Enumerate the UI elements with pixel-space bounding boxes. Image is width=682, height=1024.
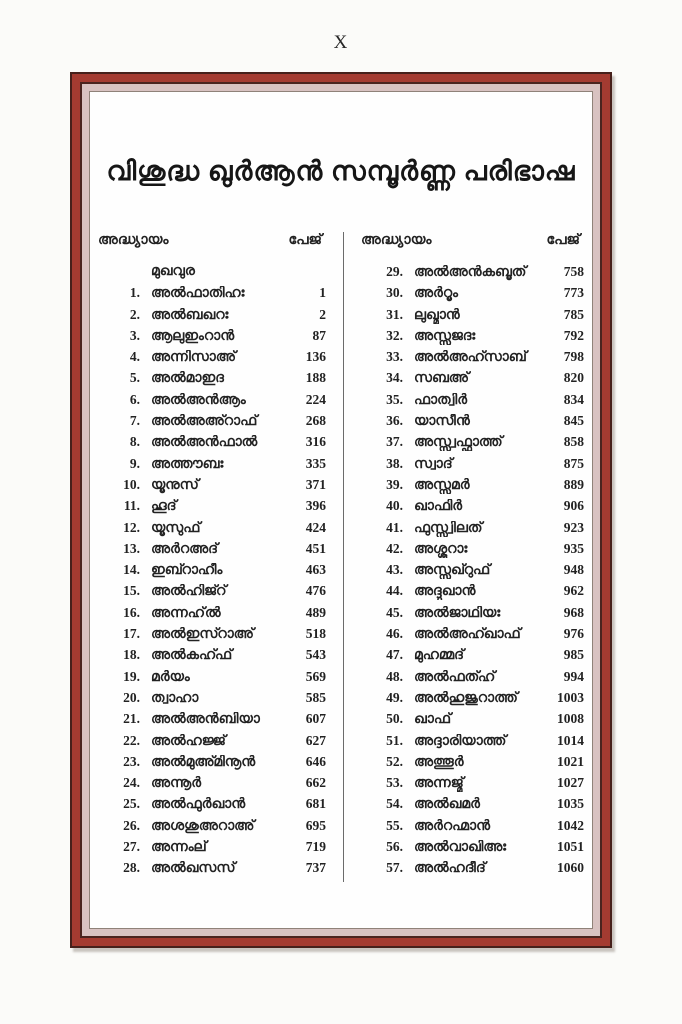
chapter-name: മുഹമ്മദ് xyxy=(414,648,465,664)
chapter-name: യാസീൻ xyxy=(414,414,470,430)
chapter-name: അൽഖമർ xyxy=(414,797,480,813)
page-number: 424 xyxy=(305,519,326,535)
page-content-area xyxy=(89,91,593,929)
chapter-name: യൂനുസ് xyxy=(151,477,199,493)
chapter-number: 51. xyxy=(386,732,403,748)
chapter-number: 48. xyxy=(386,668,403,684)
page-folio-number: X xyxy=(333,32,349,53)
chapter-number: 43. xyxy=(386,562,403,578)
toc-row xyxy=(361,754,584,775)
chapter-number: 3. xyxy=(129,327,140,343)
chapter-number: 17. xyxy=(123,626,140,642)
chapter-name: അൽഇസ്റാഅ് xyxy=(151,627,254,643)
chapter-number: 14. xyxy=(123,562,140,578)
toc-row xyxy=(98,775,326,796)
chapter-name: അന്നജ്മ് xyxy=(414,776,464,792)
chapter-name: അൽഫത്ഹ് xyxy=(414,669,496,685)
toc-row xyxy=(98,647,326,668)
toc-row xyxy=(361,775,584,796)
chapter-header-label: അദ്ധ്യായം xyxy=(361,232,432,248)
chapter-number: 1. xyxy=(129,285,140,301)
page-number: 1042 xyxy=(557,817,584,833)
chapter-name: ലുഖ്മാൻ xyxy=(414,307,460,323)
page-number: 820 xyxy=(563,370,584,386)
page-number: 962 xyxy=(563,583,584,599)
chapter-number: 26. xyxy=(123,817,140,833)
chapter-number: 46. xyxy=(386,626,403,642)
toc-column-left xyxy=(98,232,326,882)
toc-row xyxy=(98,796,326,817)
page-number: 518 xyxy=(305,626,326,642)
chapter-name: മുഖവുര xyxy=(151,264,195,279)
chapter-number: 53. xyxy=(386,775,403,791)
toc-column-right xyxy=(361,232,584,882)
chapter-number: 10. xyxy=(123,476,140,492)
page-number: 1027 xyxy=(557,775,584,791)
toc-row xyxy=(361,796,584,817)
toc-row xyxy=(98,754,326,775)
chapter-name: അൽഫുർഖാൻ xyxy=(151,797,246,813)
page-number: 543 xyxy=(305,647,326,663)
chapter-name: ഫാത്വിർ xyxy=(414,392,468,408)
chapter-name: അൽമാഇദ xyxy=(151,371,224,387)
page-number: 906 xyxy=(563,498,584,514)
toc-row xyxy=(361,349,584,370)
chapter-name: അസ്സുഖ്റുഫ് xyxy=(414,563,491,579)
page-number: 646 xyxy=(305,753,326,769)
toc-row xyxy=(98,370,326,391)
chapter-name: അൽവാഖിഅഃ xyxy=(414,840,507,856)
page-number: 985 xyxy=(563,647,584,663)
page-number: 792 xyxy=(563,327,584,343)
chapter-number: 44. xyxy=(386,583,403,599)
page-number: 1003 xyxy=(557,689,584,705)
page-number: 396 xyxy=(305,498,326,514)
book-title: വിശുദ്ധ ഖുർആൻ സമ്പൂർണ്ണ പരിഭാഷ xyxy=(106,156,576,186)
chapter-number: 5. xyxy=(129,370,140,386)
chapter-name: മർയം xyxy=(151,669,190,685)
chapter-number: 23. xyxy=(123,753,140,769)
page-number: 758 xyxy=(563,264,584,279)
toc-row xyxy=(361,626,584,647)
toc-row xyxy=(98,605,326,626)
chapter-number: 12. xyxy=(123,519,140,535)
frame-dark-line xyxy=(80,82,602,938)
chapter-name: സ്വാദ് xyxy=(414,456,453,472)
chapter-name: അൽഅൻആം xyxy=(151,392,246,408)
toc-row xyxy=(361,562,584,583)
toc-row xyxy=(361,498,584,519)
toc-row xyxy=(98,413,326,434)
page-number: 87 xyxy=(312,327,326,343)
chapter-number: 57. xyxy=(386,860,403,876)
chapter-number: 35. xyxy=(386,391,403,407)
toc-row xyxy=(98,690,326,711)
page-number: 719 xyxy=(305,839,326,855)
chapter-name: അൽബഖറഃ xyxy=(151,307,229,323)
chapter-number: 34. xyxy=(386,370,403,386)
page-number: 737 xyxy=(305,860,326,876)
toc-row xyxy=(361,392,584,413)
chapter-name: അൽഅഹ്സാബ് xyxy=(414,350,527,366)
chapter-number: 22. xyxy=(123,732,140,748)
page-number: 695 xyxy=(305,817,326,833)
chapter-number: 8. xyxy=(129,434,140,450)
toc-row xyxy=(361,328,584,349)
frame-pink-band xyxy=(82,84,600,936)
page-number: 994 xyxy=(563,668,584,684)
chapter-number: 42. xyxy=(386,540,403,556)
chapter-name: ഖാഫ് xyxy=(414,712,452,728)
chapter-name: അത്തൗബഃ xyxy=(151,456,224,472)
chapter-number: 13. xyxy=(123,540,140,556)
chapter-name: അശശുഅറാഅ് xyxy=(151,818,255,834)
page-number: 1008 xyxy=(557,711,584,727)
toc-row xyxy=(98,264,326,285)
chapter-number: 25. xyxy=(123,796,140,812)
page-number: 1014 xyxy=(557,732,584,748)
chapter-name: അശ്ശൂറാഃ xyxy=(414,541,468,557)
toc-row xyxy=(361,647,584,668)
chapter-name: യൂസുഫ് xyxy=(151,520,201,536)
chapter-name: ഹൂദ് xyxy=(151,499,177,515)
chapter-number: 9. xyxy=(129,455,140,471)
toc-rows-right xyxy=(361,264,584,882)
decorative-page-frame xyxy=(70,72,612,948)
chapter-number: 32. xyxy=(386,327,403,343)
page-header-label: പേജ് xyxy=(546,232,580,248)
toc-row xyxy=(98,349,326,370)
page-number: 316 xyxy=(305,434,326,450)
chapter-number: 19. xyxy=(123,668,140,684)
page-number: 569 xyxy=(305,668,326,684)
chapter-number: 38. xyxy=(386,455,403,471)
page-number: 188 xyxy=(305,370,326,386)
page-number: 798 xyxy=(563,349,584,365)
chapter-header-label: അദ്ധ്യായം xyxy=(98,232,169,248)
chapter-number: 45. xyxy=(386,604,403,620)
toc-row xyxy=(361,733,584,754)
toc-row xyxy=(98,818,326,839)
toc-row xyxy=(98,434,326,455)
toc-row xyxy=(98,562,326,583)
toc-row xyxy=(361,860,584,881)
chapter-number: 20. xyxy=(123,689,140,705)
chapter-name: അസ്സ്വഫ്ഫാത്ത് xyxy=(414,435,503,451)
chapter-name: അൽഹജ്ജ് xyxy=(151,733,226,749)
page-number: 681 xyxy=(305,796,326,812)
page-number: 968 xyxy=(563,604,584,620)
chapter-name: അൽഅൻഫാൽ xyxy=(151,435,258,451)
toc-row xyxy=(98,583,326,604)
toc-row xyxy=(98,669,326,690)
toc-row xyxy=(361,669,584,690)
page-number: 224 xyxy=(305,391,326,407)
chapter-number: 37. xyxy=(386,434,403,450)
toc-row xyxy=(361,370,584,391)
toc-row xyxy=(98,520,326,541)
page-number: 1051 xyxy=(557,839,584,855)
chapter-number: 56. xyxy=(386,839,403,855)
toc-row xyxy=(98,626,326,647)
chapter-name: ത്വാഹാ xyxy=(151,690,199,706)
toc-row xyxy=(361,690,584,711)
chapter-name: അൽമുഅ്മിനൂൻ xyxy=(151,754,256,770)
chapter-number: 47. xyxy=(386,647,403,663)
chapter-number: 21. xyxy=(123,711,140,727)
toc-row xyxy=(98,285,326,306)
page-number: 2 xyxy=(319,306,326,322)
chapter-name: അസ്സജദഃ xyxy=(414,328,476,344)
page-number: 773 xyxy=(563,285,584,301)
chapter-name: അൽഅൻകബൂത് xyxy=(414,265,527,280)
page-number: 268 xyxy=(305,413,326,429)
page-number: 923 xyxy=(563,519,584,535)
toc-row xyxy=(361,434,584,455)
page-number: 785 xyxy=(563,306,584,322)
chapter-name: അർറൂം xyxy=(414,286,458,302)
page-number: 875 xyxy=(563,455,584,471)
toc-row xyxy=(98,860,326,881)
page-number: 585 xyxy=(305,689,326,705)
chapter-number: 50. xyxy=(386,711,403,727)
page-number: 476 xyxy=(305,583,326,599)
chapter-name: അന്നംല് xyxy=(151,840,207,856)
toc-row xyxy=(361,818,584,839)
chapter-number: 28. xyxy=(123,860,140,876)
toc-row xyxy=(98,498,326,519)
chapter-number: 24. xyxy=(123,775,140,791)
toc-row xyxy=(98,456,326,477)
chapter-name: ഇബ്റാഹീം xyxy=(151,563,223,579)
page-number: 627 xyxy=(305,732,326,748)
toc-row xyxy=(361,520,584,541)
page-number: 1035 xyxy=(557,796,584,812)
chapter-name: അർറഅദ് xyxy=(151,541,219,557)
toc-row xyxy=(361,583,584,604)
chapter-name: അൽകഹ്ഫ് xyxy=(151,648,233,664)
chapter-number: 52. xyxy=(386,753,403,769)
chapter-name: അന്നൂർ xyxy=(151,776,202,792)
chapter-name: സബഅ് xyxy=(414,371,470,387)
toc-row xyxy=(361,307,584,328)
chapter-name: അൽഅഅ്റാഫ് xyxy=(151,414,258,430)
table-of-contents xyxy=(98,232,584,882)
chapter-name: ഫുസ്സ്വിലത് xyxy=(414,520,483,536)
toc-rows-left xyxy=(98,264,326,882)
page-number: 834 xyxy=(563,391,584,407)
toc-row xyxy=(361,541,584,562)
chapter-name: അൽഫാതിഹഃ xyxy=(151,286,245,302)
page-number: 662 xyxy=(305,775,326,791)
chapter-number: 6. xyxy=(129,391,140,407)
chapter-number: 40. xyxy=(386,498,403,514)
toc-row xyxy=(361,839,584,860)
chapter-number: 49. xyxy=(386,689,403,705)
page-number: 489 xyxy=(305,604,326,620)
toc-row xyxy=(361,477,584,498)
chapter-name: അദ്ദുഖാൻ xyxy=(414,584,476,600)
toc-row xyxy=(98,307,326,328)
chapter-name: അസ്സുമർ xyxy=(414,477,470,493)
page-header-label: പേജ് xyxy=(288,232,322,248)
page-number: 607 xyxy=(305,711,326,727)
chapter-name: അത്തൂർ xyxy=(414,754,464,770)
chapter-name: അദ്ദാരിയാത്ത് xyxy=(414,733,507,749)
page-number: 1060 xyxy=(557,860,584,876)
toc-header-right xyxy=(361,232,584,252)
chapter-number: 31. xyxy=(386,306,403,322)
chapter-number: 11. xyxy=(123,498,140,514)
toc-row xyxy=(361,264,584,285)
chapter-number: 18. xyxy=(123,647,140,663)
column-divider-rule xyxy=(343,232,344,882)
chapter-number: 36. xyxy=(386,413,403,429)
toc-row xyxy=(361,413,584,434)
chapter-number: 55. xyxy=(386,817,403,833)
toc-row xyxy=(361,605,584,626)
toc-row xyxy=(98,839,326,860)
page-number: 451 xyxy=(305,540,326,556)
chapter-number: 15. xyxy=(123,583,140,599)
page-number: 1021 xyxy=(557,753,584,769)
page-number: 463 xyxy=(305,562,326,578)
chapter-number: 4. xyxy=(129,349,140,365)
chapter-number: 54. xyxy=(386,796,403,812)
toc-row xyxy=(98,392,326,413)
chapter-name: അന്നഹ്ൽ xyxy=(151,605,221,621)
toc-row xyxy=(98,477,326,498)
page-number: 858 xyxy=(563,434,584,450)
toc-row xyxy=(361,711,584,732)
page-number: 889 xyxy=(563,476,584,492)
chapter-number: 33. xyxy=(386,349,403,365)
chapter-number: 2. xyxy=(129,306,140,322)
chapter-number: 41. xyxy=(386,519,403,535)
toc-row xyxy=(98,711,326,732)
toc-row xyxy=(361,285,584,306)
toc-row xyxy=(98,328,326,349)
chapter-name: അർറഹ്മാൻ xyxy=(414,818,491,834)
toc-row xyxy=(98,541,326,562)
page-number: 976 xyxy=(563,626,584,642)
page-number: 845 xyxy=(563,413,584,429)
chapter-name: അൽഹിജ്റ് xyxy=(151,584,227,600)
chapter-name: അൽഹദീദ് xyxy=(414,861,486,877)
page-number: 948 xyxy=(563,562,584,578)
chapter-number: 29. xyxy=(386,264,403,279)
chapter-number: 30. xyxy=(386,285,403,301)
chapter-name: അന്നിസാഅ് xyxy=(151,350,237,366)
chapter-name: അൽഅൻബിയാ xyxy=(151,712,260,728)
chapter-name: അൽജാഥിയഃ xyxy=(414,605,501,621)
chapter-name: ഖാഫിർ xyxy=(414,499,463,515)
chapter-name: അൽഹുജുറാത്ത് xyxy=(414,690,518,706)
chapter-number: 16. xyxy=(123,604,140,620)
chapter-name: ആലുഇംറാൻ xyxy=(151,328,235,344)
chapter-number: 39. xyxy=(386,476,403,492)
page-number: 136 xyxy=(305,349,326,365)
page-number: 371 xyxy=(305,476,326,492)
chapter-name: അൽഖസസ് xyxy=(151,861,236,877)
chapter-number: 27. xyxy=(123,839,140,855)
toc-header-left xyxy=(98,232,326,252)
page-number: 335 xyxy=(305,455,326,471)
page-number: 1 xyxy=(319,285,326,301)
chapter-name: അൽഅഹ്ഖാഫ് xyxy=(414,627,521,643)
frame-red-band xyxy=(72,74,610,946)
toc-row xyxy=(361,456,584,477)
toc-row xyxy=(98,733,326,754)
chapter-number: 7. xyxy=(129,413,140,429)
page-number: 935 xyxy=(563,540,584,556)
